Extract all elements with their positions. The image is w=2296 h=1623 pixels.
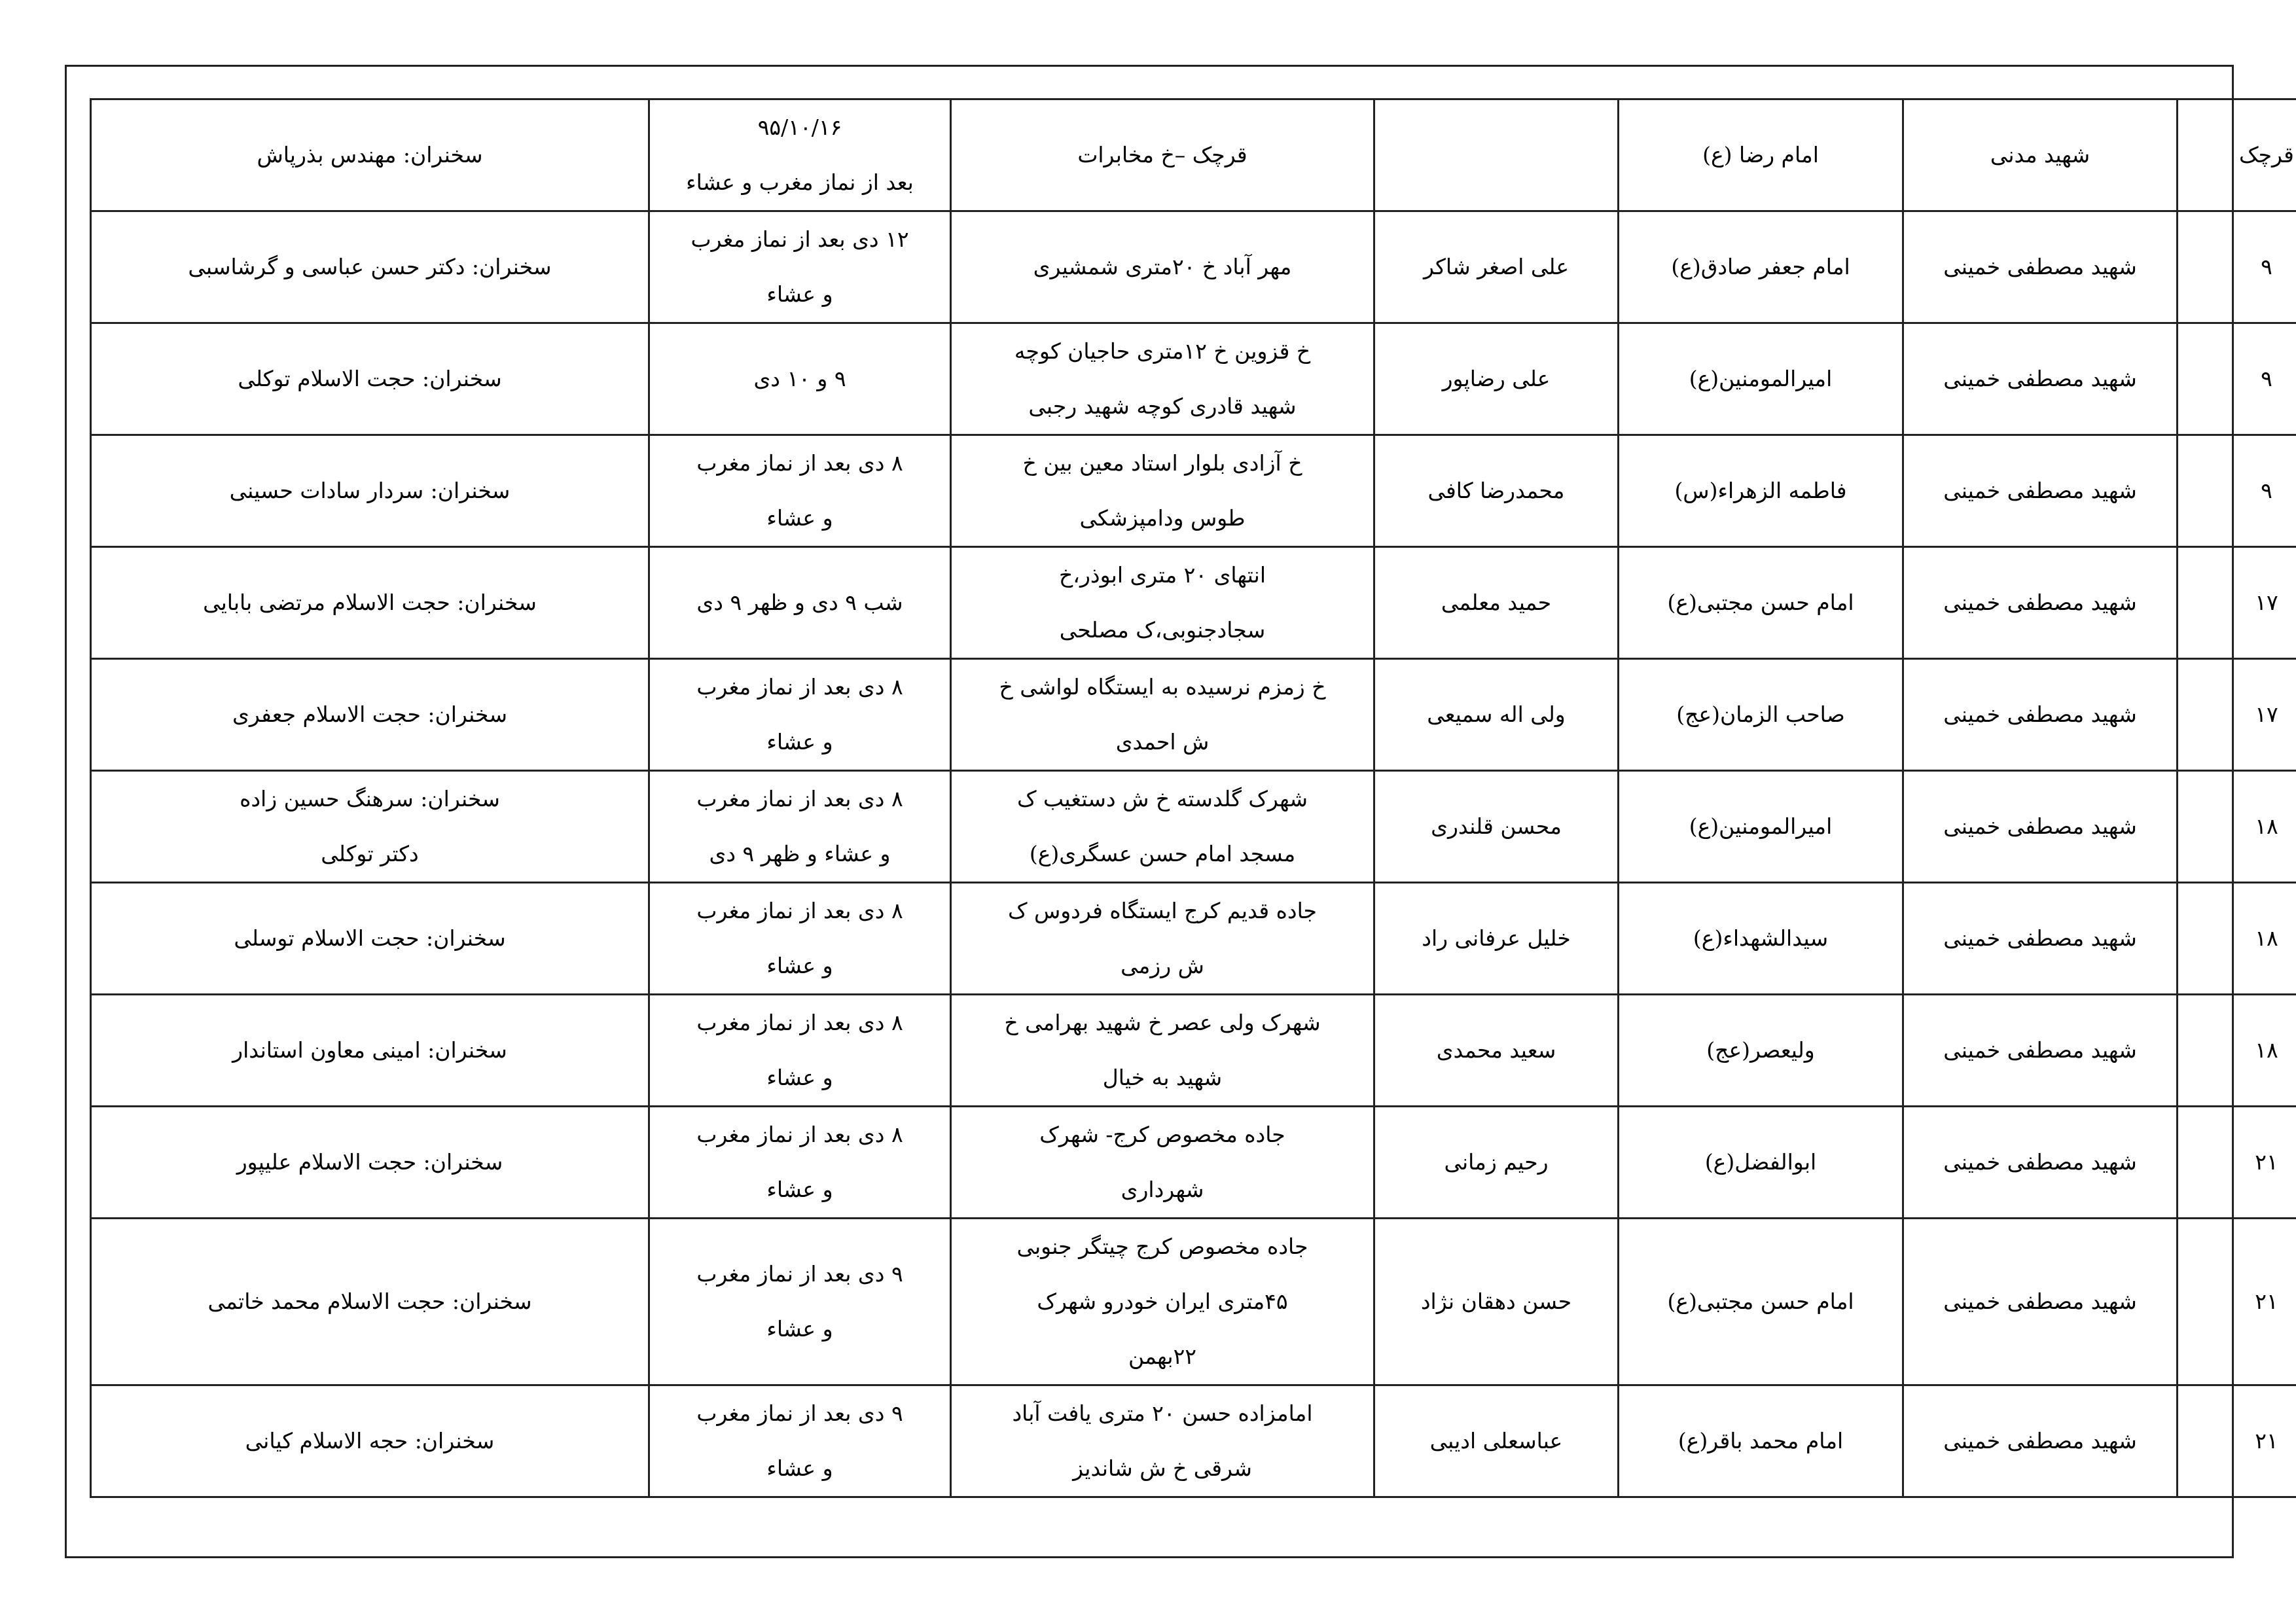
name-cell [1374, 99, 1619, 211]
speaker-cell: سخنران: حجت الاسلام جعفری [91, 659, 649, 771]
speaker-cell: سخنران: حجت الاسلام مرتضی بابایی [91, 547, 649, 659]
name-cell: محمدرضا کافی [1374, 435, 1619, 547]
mosque-cell: امام جعفر صادق(ع) [1619, 211, 1903, 323]
time-cell: ۹۵/۱۰/۱۶ بعد از نماز مغرب و عشاء [649, 99, 951, 211]
name-cell: عباسعلی ادیبی [1374, 1385, 1619, 1497]
time-cell: ۸ دی بعد از نماز مغرب و عشاء [649, 659, 951, 771]
district-cell: ۹ [2178, 323, 2296, 435]
address-cell: جاده مخصوص کرج- شهرک شهرداری [951, 1107, 1374, 1219]
mosque-cell: ابوالفضل(ع) [1619, 1107, 1903, 1219]
table-row [91, 883, 2296, 995]
time-cell: ۹ دی بعد از نماز مغرب و عشاء [649, 1385, 951, 1497]
area-cell: شهید مصطفی خمینی [1903, 771, 2178, 883]
district-cell: ۲۱ [2178, 1107, 2296, 1219]
time-cell: ۸ دی بعد از نماز مغرب و عشاء [649, 995, 951, 1107]
name-cell: علی اصغر شاکر [1374, 211, 1619, 323]
time-cell: ۸ دی بعد از نماز مغرب و عشاء [649, 435, 951, 547]
district-cell: ۹ [2178, 211, 2296, 323]
address-cell: انتهای ۲۰ متری ابوذر،خ سجادجنوبی،ک مصلحی [951, 547, 1374, 659]
speaker-cell: سخنران: حجت الاسلام توسلی [91, 883, 649, 995]
address-cell: خ قزوین خ ۱۲متری حاجیان کوچه شهید قادری کوچه شهید رجبی [951, 323, 1374, 435]
name-cell: ولی اله سمیعی [1374, 659, 1619, 771]
speaker-cell: سخنران: حجه الاسلام کیانی [91, 1385, 649, 1497]
district-cell: ۱۷ [2178, 659, 2296, 771]
mosque-cell: صاحب الزمان(عج) [1619, 659, 1903, 771]
mosque-cell: ولیعصر(عج) [1619, 995, 1903, 1107]
district-cell: ۱۸ [2178, 995, 2296, 1107]
time-cell: ۸ دی بعد از نماز مغرب و عشاء و ظهر ۹ دی [649, 771, 951, 883]
address-cell: شهرک ولی عصر خ شهید بهرامی خ شهید به خیال [951, 995, 1374, 1107]
district-cell: ۱۸ [2178, 883, 2296, 995]
name-cell: علی رضاپور [1374, 323, 1619, 435]
address-cell: جاده قدیم کرج ایستگاه فردوس ک ش رزمی [951, 883, 1374, 995]
area-cell: شهید مصطفی خمینی [1903, 211, 2178, 323]
name-cell: حسن دهقان نژاد [1374, 1219, 1619, 1385]
district-cell: ۲۱ [2178, 1385, 2296, 1497]
area-cell: شهید مصطفی خمینی [1903, 1107, 2178, 1219]
mosque-cell: امیرالمومنین(ع) [1619, 323, 1903, 435]
area-cell: شهید مصطفی خمینی [1903, 547, 2178, 659]
speaker-cell: سخنران: امینی معاون استاندار [91, 995, 649, 1107]
speaker-cell: سخنران: حجت الاسلام محمد خاتمی [91, 1219, 649, 1385]
table-row [91, 211, 2296, 323]
mosque-cell: امام محمد باقر(ع) [1619, 1385, 1903, 1497]
address-cell: جاده مخصوص کرج چیتگر جنوبی ۴۵متری ایران خودرو شهرک ۲۲بهمن [951, 1219, 1374, 1385]
area-cell: شهید مدنی [1903, 99, 2178, 211]
time-cell: ۹ دی بعد از نماز مغرب و عشاء [649, 1219, 951, 1385]
schedule-table [90, 98, 2296, 1498]
address-cell: خ آزادی بلوار استاد معین بین خ طوس ودامپزشکی [951, 435, 1374, 547]
address-cell: شهرک گلدسته خ ش دستغیب ک مسجد امام حسن عسگری(ع) [951, 771, 1374, 883]
time-cell: ۹ و ۱۰ دی [649, 323, 951, 435]
area-cell: شهید مصطفی خمینی [1903, 435, 2178, 547]
address-cell: خ زمزم نرسیده به ایستگاه لواشی خ ش احمدی [951, 659, 1374, 771]
time-cell: ۸ دی بعد از نماز مغرب و عشاء [649, 1107, 951, 1219]
speaker-cell: سخنران: حجت الاسلام توکلی [91, 323, 649, 435]
area-cell: شهید مصطفی خمینی [1903, 323, 2178, 435]
area-cell: شهید مصطفی خمینی [1903, 995, 2178, 1107]
mosque-cell: فاطمه الزهراء(س) [1619, 435, 1903, 547]
table-row [91, 659, 2296, 771]
mosque-cell: امام رضا (ع) [1619, 99, 1903, 211]
district-cell: ۹ [2178, 435, 2296, 547]
time-cell: ۸ دی بعد از نماز مغرب و عشاء [649, 883, 951, 995]
table-row [91, 547, 2296, 659]
name-cell: سعید محمدی [1374, 995, 1619, 1107]
table-row [91, 1385, 2296, 1497]
table-row [91, 435, 2296, 547]
speaker-cell: سخنران: مهندس بذرپاش [91, 99, 649, 211]
table-row [91, 1219, 2296, 1385]
name-cell: رحیم زمانی [1374, 1107, 1619, 1219]
name-cell: خلیل عرفانی راد [1374, 883, 1619, 995]
mosque-cell: سیدالشهداء(ع) [1619, 883, 1903, 995]
district-cell: ۲۱ [2178, 1219, 2296, 1385]
speaker-cell: سخنران: سردار سادات حسینی [91, 435, 649, 547]
time-cell: شب ۹ دی و ظهر ۹ دی [649, 547, 951, 659]
table-row [91, 771, 2296, 883]
name-cell: حمید معلمی [1374, 547, 1619, 659]
district-cell: ۱۸ [2178, 771, 2296, 883]
district-cell: قرچک [2178, 99, 2296, 211]
table-row [91, 99, 2296, 211]
area-cell: شهید مصطفی خمینی [1903, 659, 2178, 771]
mosque-cell: امام حسن مجتبی(ع) [1619, 547, 1903, 659]
name-cell: محسن قلندری [1374, 771, 1619, 883]
address-cell: امامزاده حسن ۲۰ متری یافت آباد شرقی خ ش شاندیز [951, 1385, 1374, 1497]
speaker-cell: سخنران: دکتر حسن عباسی و گرشاسبی [91, 211, 649, 323]
area-cell: شهید مصطفی خمینی [1903, 1219, 2178, 1385]
address-cell: مهر آباد خ ۲۰متری شمشیری [951, 211, 1374, 323]
area-cell: شهید مصطفی خمینی [1903, 883, 2178, 995]
mosque-cell: امام حسن مجتبی(ع) [1619, 1219, 1903, 1385]
speaker-cell: سخنران: سرهنگ حسین زاده دکتر توکلی [91, 771, 649, 883]
area-cell: شهید مصطفی خمینی [1903, 1385, 2178, 1497]
table-row [91, 1107, 2296, 1219]
district-cell: ۱۷ [2178, 547, 2296, 659]
mosque-cell: امیرالمومنین(ع) [1619, 771, 1903, 883]
table-row [91, 995, 2296, 1107]
time-cell: ۱۲ دی بعد از نماز مغرب و عشاء [649, 211, 951, 323]
speaker-cell: سخنران: حجت الاسلام علیپور [91, 1107, 649, 1219]
address-cell: قرچک –خ مخابرات [951, 99, 1374, 211]
table-row [91, 323, 2296, 435]
